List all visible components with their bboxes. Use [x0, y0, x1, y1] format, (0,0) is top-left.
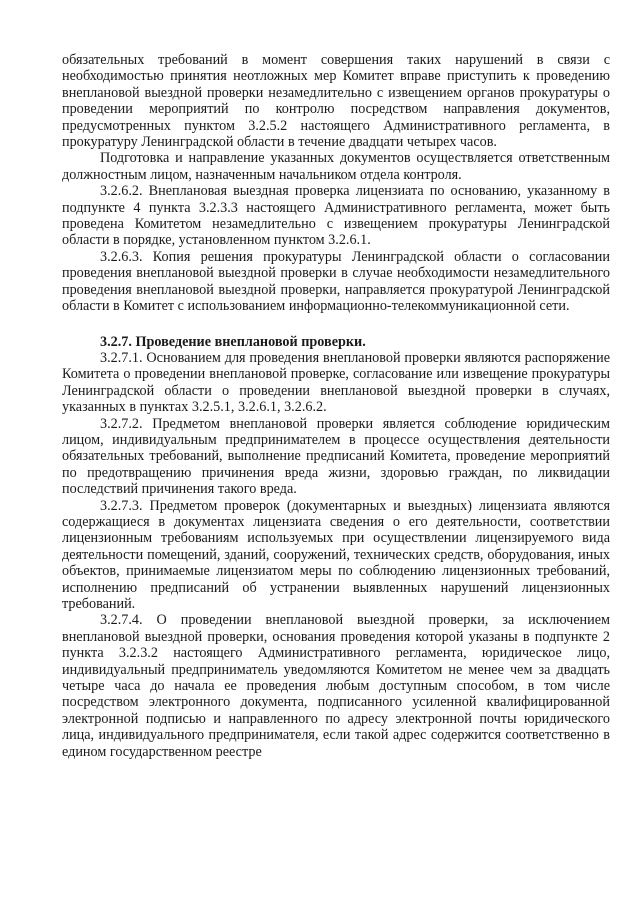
paragraph-3-2-7-1: 3.2.7.1. Основанием для проведения внеплановой проверки являются распоряжение Комитета о проведении внеплановой проверке, согласование или извещение прокуратуры Ленинградской области о проведении внеплановой выездной проверки в случаях, указанных в пунктах 3.2.5.1, 3.2.6.1, 3.2.6.2.: [62, 349, 610, 416]
paragraph-3-2-7-3: 3.2.7.3. Предметом проверок (документарных и выездных) лицензиата являются содержащиеся в документах лицензиата сведения о его деятельности, соответствии лицензионным требованиям используемых при осуществлении лицензируемого вида деятельности помещений, зданий, сооружений, технических средств, оборудования, иных объектов, принимаемые лицензиатом меры по соблюдению лицензионных требований, исполнению предписаний об устранении выявленных нарушений лицензионных требований.: [62, 497, 610, 612]
paragraph-3-2-6-2: 3.2.6.2. Внеплановая выездная проверка лицензиата по основанию, указанному в подпункте 4 пункта 3.2.3.3 настоящего Административного регламента, может быть проведена Комитетом незамедлительно с извещением прокуратуры Ленинградской области в порядке, установленном пунктом 3.2.6.1.: [62, 183, 610, 249]
paragraph-3-2-7-2: 3.2.7.2. Предметом внеплановой проверки является соблюдение юридическим лицом, индивидуальным предпринимателем в процессе осуществления деятельности обязательных требований, выполнение предписаний Комитета, проведение мероприятий по предотвращению причинения вреда жизни, здоровью граждан, по ликвидации последствий причинения такого вреда.: [62, 415, 610, 498]
section-heading-3-2-7: 3.2.7. Проведение внеплановой проверки.: [100, 333, 366, 350]
paragraph-preparation: Подготовка и направление указанных документов осуществляется ответственным должностным лицом, назначенным начальником отдела контроля.: [62, 150, 610, 183]
paragraph-continuation: обязательных требований в момент совершения таких нарушений в связи с необходимостью принятия неотложных мер Комитет вправе приступить к проведению внеплановой выездной проверки незамедлительно с извещением органов прокуратуры о проведении мероприятий по контролю посредством направления документов, предусмотренных пунктом 3.2.5.2 настоящего Административного регламента, в прокуратуру Ленинградской области в течение двадцати четырех часов.: [62, 52, 610, 151]
section-spacer: [62, 315, 610, 334]
document-page: [62, 52, 610, 760]
paragraph-3-2-6-3: 3.2.6.3. Копия решения прокуратуры Ленинградской области о согласовании проведения внеплановой выездной проверки в случае необходимости незамедлительного проведения внеплановой выездной проверки, направляется прокуратурой Ленинградской области в Комитет с использованием информационно-телекоммуникационной сети.: [62, 248, 610, 315]
paragraph-3-2-7-4: 3.2.7.4. О проведении внеплановой выездной проверки, за исключением внеплановой выездной проверки, основания проведения которой указаны в подпункте 2 пункта 3.2.3.2 настоящего Административного регламента, юридическое лицо, индивидуальный предприниматель уведомляются Комитетом не менее чем за двадцать четыре часа до начала ее проведения любым доступным способом, в том числе посредством электронного документа, подписанного усиленной квалифицированной электронной подписью и направленного по адресу электронной почты юридического лица, индивидуального предпринимателя, если такой адрес содержится соответственно в едином государственном реестре: [62, 612, 610, 760]
